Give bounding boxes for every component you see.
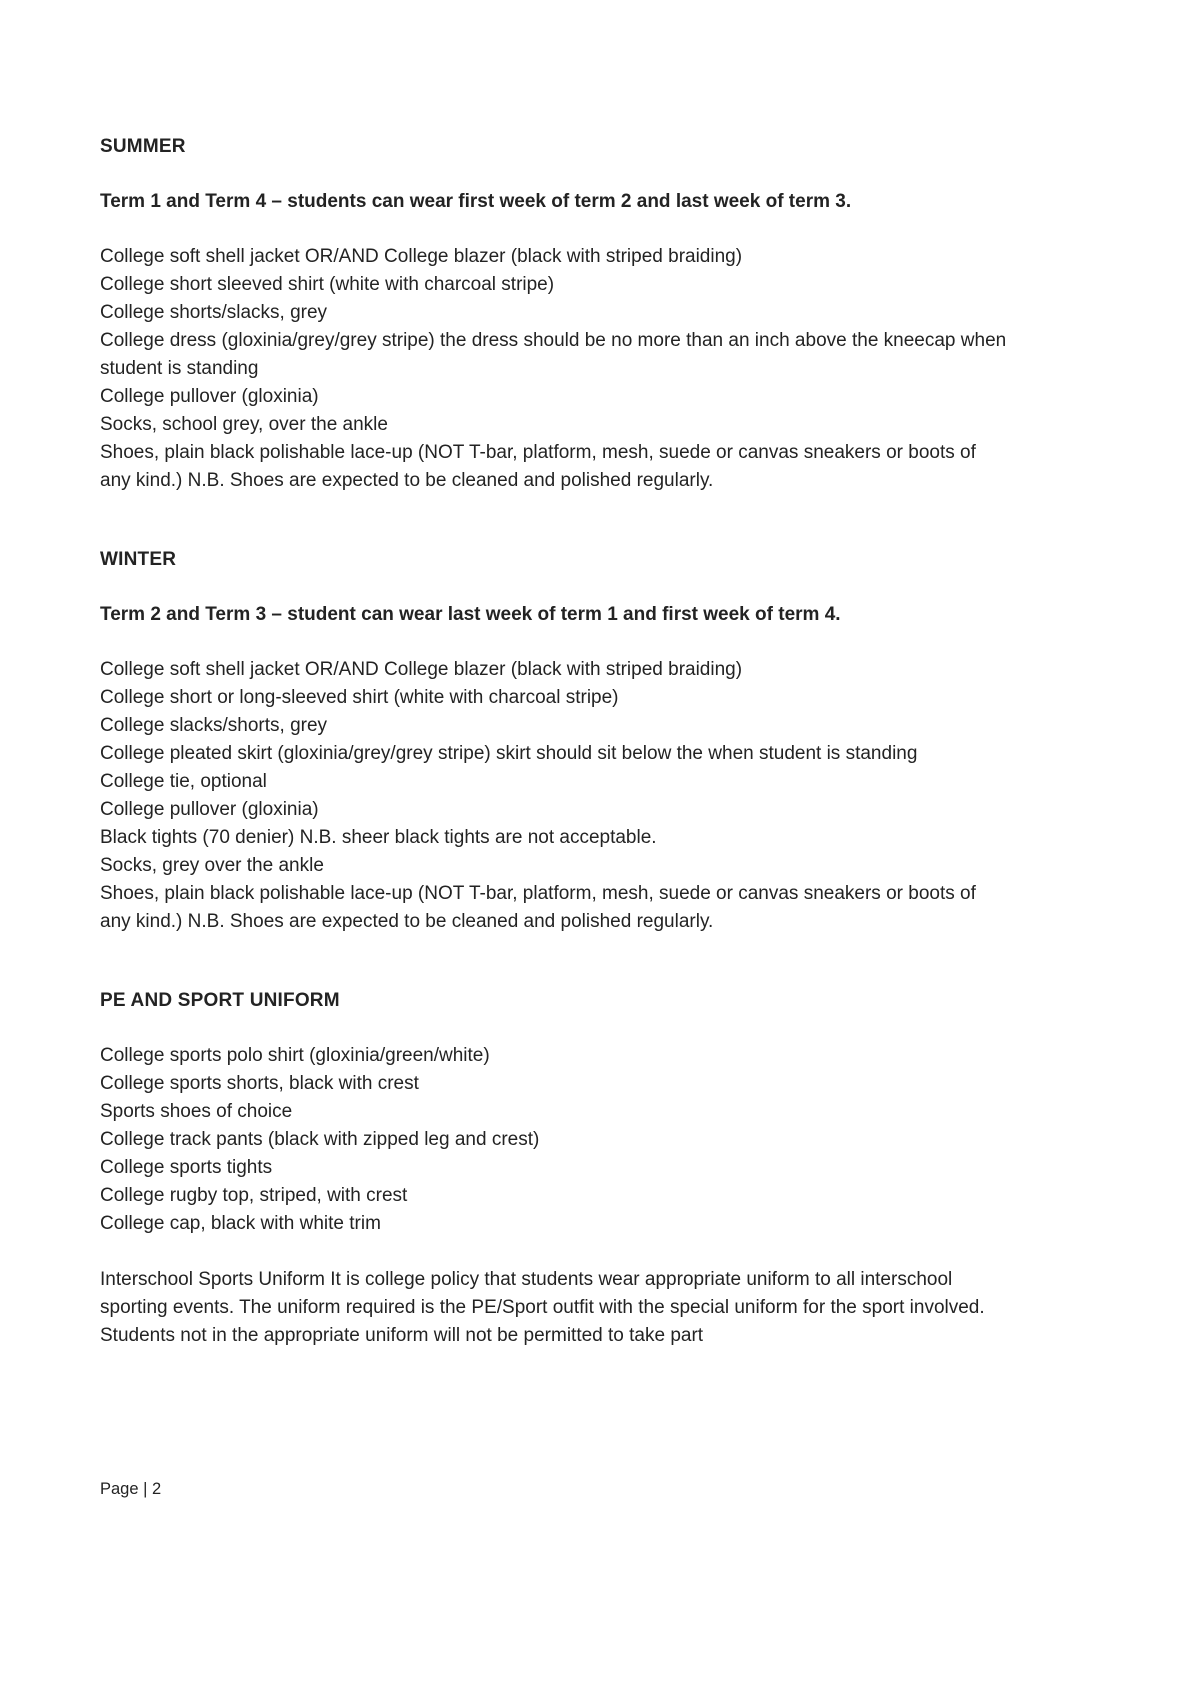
summer-heading: SUMMER xyxy=(100,136,186,157)
summer-subheading: Term 1 and Term 4 – students can wear first week of term 2 and last week of term 3. xyxy=(100,191,852,212)
list-item: College dress (gloxinia/grey/grey stripe) the dress should be no more than an inch above the kneecap when student is standing xyxy=(100,330,1007,379)
page-number: Page | 2 xyxy=(100,1480,162,1498)
section-pe-sport xyxy=(100,987,1008,1350)
section-summer xyxy=(100,133,1008,495)
document-content xyxy=(100,133,1008,1350)
list-item: Socks, school grey, over the ankle xyxy=(100,414,388,435)
list-item: College pleated skirt (gloxinia/grey/grey stripe) skirt should sit below the when student is standing xyxy=(100,743,918,764)
winter-subheading: Term 2 and Term 3 – student can wear last week of term 1 and first week of term 4. xyxy=(100,604,841,625)
list-item: College short sleeved shirt (white with charcoal stripe) xyxy=(100,274,555,295)
list-item: College track pants (black with zipped leg and crest) xyxy=(100,1129,540,1150)
list-item: College soft shell jacket OR/AND College blazer (black with striped braiding) xyxy=(100,246,743,267)
winter-heading: WINTER xyxy=(100,549,177,570)
winter-uniform-list xyxy=(100,656,1008,936)
pe-sport-uniform-list xyxy=(100,1042,1008,1238)
summer-uniform-list xyxy=(100,243,1008,495)
list-item: College soft shell jacket OR/AND College blazer (black with striped braiding) xyxy=(100,659,743,680)
list-item: College slacks/shorts, grey xyxy=(100,715,328,736)
list-item: College cap, black with white trim xyxy=(100,1213,381,1234)
list-item: College pullover (gloxinia) xyxy=(100,799,319,820)
list-item: College tie, optional xyxy=(100,771,267,792)
list-item: College pullover (gloxinia) xyxy=(100,386,319,407)
list-item: Shoes, plain black polishable lace-up (NOT T-bar, platform, mesh, suede or canvas sneakers or boots of any kind.) N.B. Shoes are expected to be cleaned and polished regularly. xyxy=(100,442,976,491)
list-item: Shoes, plain black polishable lace-up (NOT T-bar, platform, mesh, suede or canvas sneakers or boots of any kind.) N.B. Shoes are expected to be cleaned and polished regularly. xyxy=(100,883,976,932)
interschool-sports-paragraph: Interschool Sports Uniform It is college policy that students wear appropriate uniform to all interschool sporting events. The uniform required is the PE/Sport outfit with the special uniform for the sport involved. Students not in the appropriate uniform will not be permitted to take part xyxy=(100,1269,985,1346)
list-item: Socks, grey over the ankle xyxy=(100,855,324,876)
list-item: College short or long-sleeved shirt (white with charcoal stripe) xyxy=(100,687,619,708)
pe-sport-heading: PE AND SPORT UNIFORM xyxy=(100,990,340,1011)
list-item: Black tights (70 denier) N.B. sheer black tights are not acceptable. xyxy=(100,827,657,848)
list-item: College sports polo shirt (gloxinia/green/white) xyxy=(100,1045,490,1066)
section-winter xyxy=(100,546,1008,936)
list-item: College sports tights xyxy=(100,1157,273,1178)
list-item: Sports shoes of choice xyxy=(100,1101,293,1122)
list-item: College rugby top, striped, with crest xyxy=(100,1185,408,1206)
list-item: College shorts/slacks, grey xyxy=(100,302,328,323)
list-item: College sports shorts, black with crest xyxy=(100,1073,419,1094)
